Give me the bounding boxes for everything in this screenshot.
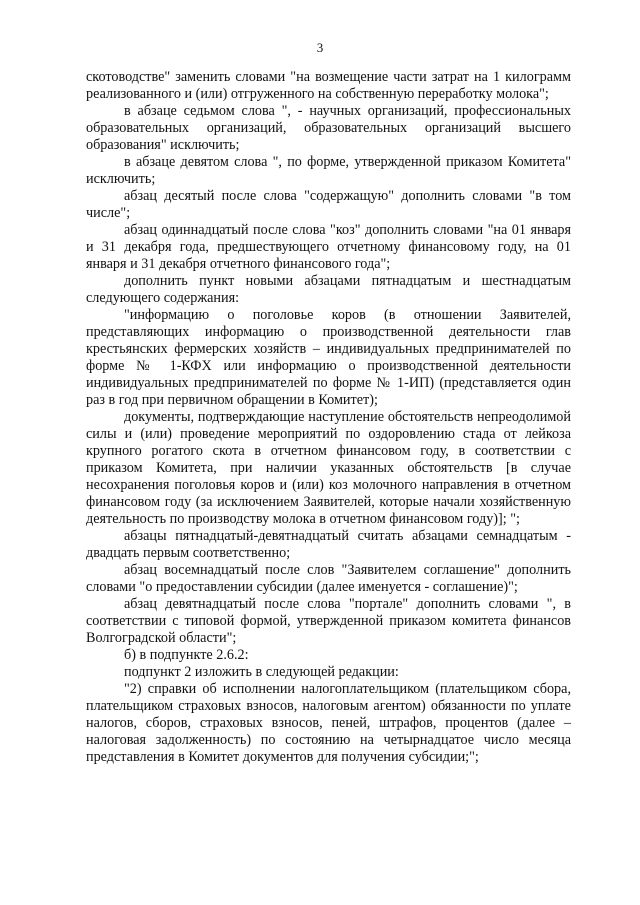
paragraph-8: документы, подтверждающие наступление обстоятельств непреодолимой силы и (или) проведение мероприятий по оздоровлению стада от лейкоза крупного рогатого скота в отчетном финансовом году, в соответствии с приказом Комитета, при наличии указанных обстоятельств [в случае несохранения поголовья коров и (или) коз молочного направления в отчетном финансовом году (за исключением Заявителей, которые начали хозяйственную деятельность по производству молока в отчетном финансовом году)]; "; bbox=[86, 409, 571, 527]
document-body bbox=[86, 69, 571, 766]
paragraph-13: подпункт 2 изложить в следующей редакции: bbox=[124, 664, 399, 680]
paragraph-6: дополнить пункт новыми абзацами пятнадцатым и шестнадцатым следующего содержания: bbox=[86, 273, 571, 306]
paragraph-14: "2) справки об исполнении налогоплательщиком (плательщиком сбора, плательщиком страховых взносов, налоговым агентом) обязанности по уплате налогов, сборов, страховых взносов, пеней, штрафов, процентов (далее – налоговая задолженность) по состоянию на четырнадцатое число месяца представления в Комитет документов для получения субсидии;"; bbox=[86, 681, 571, 765]
paragraph-9: абзацы пятнадцатый-девятнадцатый считать абзацами семнадцатым - двадцать первым соответственно; bbox=[86, 528, 571, 561]
paragraph-5: абзац одиннадцатый после слова "коз" дополнить словами "на 01 января и 31 декабря года, предшествующего отчетному финансовому году, на 01 января и 31 декабря отчетного финансового года"; bbox=[86, 222, 571, 272]
paragraph-4: абзац десятый после слова "содержащую" дополнить словами "в том числе"; bbox=[86, 188, 571, 221]
paragraph-2: в абзаце седьмом слова ", - научных организаций, профессиональных образовательных организаций, образовательных организаций высшего образования" исключить; bbox=[86, 103, 571, 153]
paragraph-1: скотоводстве" заменить словами "на возмещение части затрат на 1 килограмм реализованного и (или) отгруженного на собственную переработку молока"; bbox=[86, 69, 571, 102]
paragraph-11: абзац девятнадцатый после слова "портале" дополнить словами ", в соответствии с типовой формой, утвержденной приказом комитета финансов Волгоградской области"; bbox=[86, 596, 571, 646]
paragraph-10: абзац восемнадцатый после слов "Заявителем соглашение" дополнить словами "о предоставлении субсидии (далее именуется - соглашение)"; bbox=[86, 562, 571, 595]
paragraph-7: "информацию о поголовье коров (в отношении Заявителей, представляющих информацию о производственной деятельности глав крестьянских фермерских хозяйств – индивидуальных предпринимателей по форме № 1-КФХ или информацию о производственной деятельности индивидуальных предпринимателей по форме № 1-ИП) (представляется один раз в год при первичном обращении в Комитет); bbox=[86, 307, 571, 408]
page-number: 3 bbox=[316, 40, 324, 55]
paragraph-12: б) в подпункте 2.6.2: bbox=[124, 647, 249, 663]
paragraph-3: в абзаце девятом слова ", по форме, утвержденной приказом Комитета" исключить; bbox=[86, 154, 571, 187]
